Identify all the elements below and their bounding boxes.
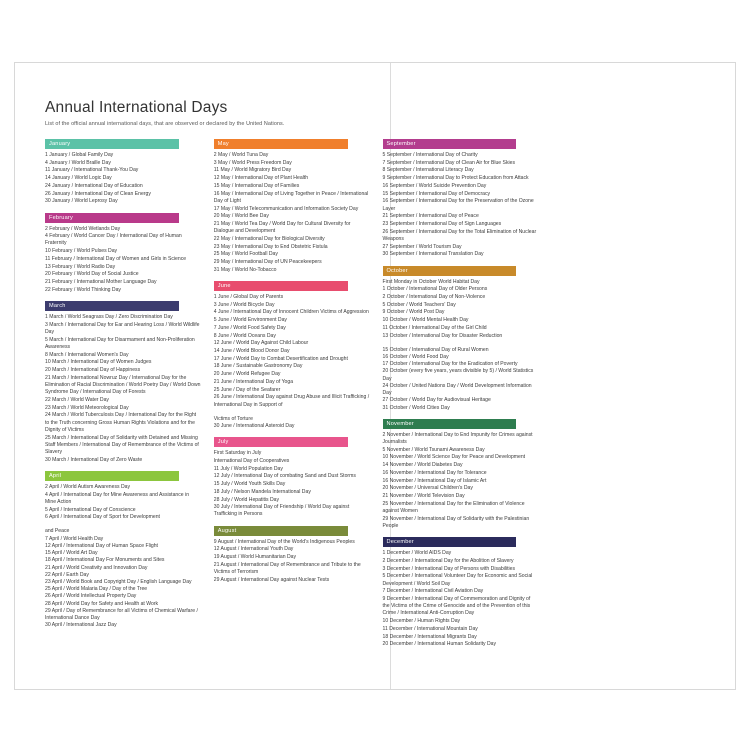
day-entry: 23 March / World Meteorological Day xyxy=(45,404,129,411)
day-entry-list xyxy=(383,432,539,530)
day-entry: 23 September / International Day of Sign Languages xyxy=(382,220,502,227)
day-entry: 16 September / World Suicide Prevention Day xyxy=(382,182,487,189)
day-entry: 20 October (every five years, years divisible by 5) / World Statistics Day xyxy=(382,368,534,382)
month-block xyxy=(383,537,539,648)
day-entry: 11 October / International Day of the Girl Child xyxy=(382,324,487,331)
day-entry: 25 April / World Malaria Day / Day of the Tree xyxy=(45,586,148,593)
day-entry: First Saturday in July xyxy=(213,450,262,457)
day-entry: 1 June / Global Day of Parents xyxy=(213,294,284,300)
day-entry-list xyxy=(383,152,539,259)
month-heading: January xyxy=(45,139,179,149)
day-entry: 15 April / World Art Day xyxy=(45,550,98,557)
day-entry: 30 July / International Day of Friendship / World Day against Trafficking in Persons xyxy=(213,504,350,518)
day-entry-list xyxy=(214,539,370,584)
day-entry: 18 June / Sustainable Gastronomy Day xyxy=(213,363,303,370)
month-block xyxy=(214,437,370,518)
day-entry: 12 May / International Day of Plant Health xyxy=(213,175,309,182)
month-block xyxy=(383,139,539,259)
day-entry: 18 December / International Migrants Day xyxy=(382,633,477,640)
day-entry: 26 April / World Intellectual Property Day xyxy=(45,593,137,600)
day-entry: 8 September / International Literacy Day xyxy=(382,167,474,174)
day-entry-list xyxy=(383,279,539,340)
day-entry: 16 May / International Day of Living Together in Peace / International Day of Light xyxy=(213,190,369,204)
day-entry: 7 April / World Health Day xyxy=(45,535,104,542)
day-entry: 11 December / International Mountain Day xyxy=(382,625,478,632)
day-entry: Victims of Torture xyxy=(213,415,253,422)
day-entry: 16 September / International Day for the Preservation of the Ozone Layer xyxy=(382,198,534,212)
day-entry: 5 June / World Environment Day xyxy=(213,317,287,324)
day-entry: 11 January / International Thank-You Day xyxy=(45,167,139,174)
day-entry: 15 October / International Day of Rural Women xyxy=(382,346,489,353)
day-entry: 28 July / World Hepatitis Day xyxy=(213,496,280,503)
day-entry: 16 October / World Food Day xyxy=(382,354,449,361)
day-entry: 5 September / International Day of Charity xyxy=(382,152,478,158)
day-entry: 21 May / World Tea Day / World Day for Cultural Diversity for Dialogue and Development xyxy=(213,220,351,235)
day-entry: 7 December / International Civil Aviation Day xyxy=(382,588,484,595)
day-entry-list xyxy=(383,550,539,648)
day-entry: 2 February / World Wetlands Day xyxy=(45,225,121,232)
day-entry: 12 April / International Day of Human Space Flight xyxy=(45,542,158,549)
month-heading: November xyxy=(383,419,517,429)
day-entry: 30 March / International Day of Zero Waste xyxy=(45,456,143,463)
page-subtitle: List of the official annual international days, that are observed or declared by the United Nations. xyxy=(45,121,285,127)
day-entry: 8 June / World Oceans Day xyxy=(213,332,276,339)
day-entry: 12 June / World Day Against Child Labour xyxy=(213,340,309,347)
day-entry: 1 January / Global Family Day xyxy=(45,152,114,158)
page-content xyxy=(15,63,735,689)
day-entry: 26 January / International Day of Clean Energy xyxy=(45,190,151,197)
day-entry: 5 October / World Teachers' Day xyxy=(382,301,456,308)
day-entry: 20 May / World Bee Day xyxy=(213,213,269,220)
month-heading: September xyxy=(383,139,517,149)
day-entry: 29 August / International Day against Nuclear Tests xyxy=(213,576,330,583)
month-heading: May xyxy=(214,139,348,149)
day-entry: 13 February / World Radio Day xyxy=(45,263,116,270)
day-entry: 20 December / International Human Solidarity Day xyxy=(382,641,497,648)
day-entry: 4 February / World Cancer Day / International Day of Human Fraternity xyxy=(45,233,182,247)
day-entry: 25 May / World Football Day xyxy=(213,251,278,258)
day-entry-list xyxy=(45,226,201,294)
month-heading: March xyxy=(45,301,179,311)
month-block xyxy=(214,281,370,409)
day-entry: 18 July / Nelson Mandela International Day xyxy=(213,488,311,495)
day-entry: 30 April / International Jazz Day xyxy=(45,622,117,629)
day-entry-list xyxy=(45,152,201,206)
day-entry: 22 April / Earth Day xyxy=(45,571,89,578)
day-entry: 1 March / World Seagrass Day / Zero Discrimination Day xyxy=(45,314,173,320)
day-entry: First Monday in October World Habitat Day xyxy=(382,278,480,285)
day-entry: 9 September / International Day to Protect Education from Attack xyxy=(382,175,529,182)
day-entry: 4 January / World Braille Day xyxy=(45,159,111,166)
day-entry: 31 October / World Cities Day xyxy=(382,404,450,411)
month-block xyxy=(214,139,370,274)
day-entry: 18 April / International Day For Monuments and Sites xyxy=(45,557,165,564)
day-entry: 5 March / International Day for Disarmament and Non-Proliferation Awareness xyxy=(45,336,195,350)
day-entry: 24 January / International Day of Education xyxy=(45,182,143,189)
day-entry: 3 December / International Day of Persons with Disabilities xyxy=(382,565,515,572)
day-entry: 3 May / World Press Freedom Day xyxy=(213,159,292,166)
month-block xyxy=(214,526,370,584)
day-entry: 4 June / International Day of Innocent Children Victims of Aggression xyxy=(213,309,369,316)
month-heading: April xyxy=(45,471,179,481)
day-entry: 22 March / World Water Day xyxy=(45,396,109,403)
month-heading: July xyxy=(214,437,348,447)
day-entry: 9 December / International Day of Commemoration and Dignity of the Victims of the Crime of Genocide and of the Prevention of this Crime / International Anti-Corruption Day xyxy=(382,595,531,617)
page-title: Annual International Days xyxy=(45,99,228,116)
day-entry: 1 October / International Day of Older Persons xyxy=(382,286,488,293)
day-entry: 17 May / World Telecommunication and Information Society Day xyxy=(213,205,359,212)
day-entry: 23 May / International Day to End Obstetric Fistula xyxy=(213,243,328,250)
day-entry: 30 June / International Asteroid Day xyxy=(213,423,295,429)
day-entry: 15 May / International Day of Families xyxy=(213,182,300,189)
day-entry: 10 February / World Pulses Day xyxy=(45,248,118,255)
month-block xyxy=(383,266,539,340)
day-entry: 14 January / World Logic Day xyxy=(45,175,112,182)
day-entry: 26 June / International Day against Drug Abuse and Illicit Trafficking / International Day in Support of xyxy=(213,394,370,408)
day-entry: 21 September / International Day of Peace xyxy=(382,213,479,220)
day-entry: 19 August / World Humanitarian Day xyxy=(213,554,297,561)
day-entry: 7 September / International Day of Clean Air for Blue Skies xyxy=(382,159,516,166)
month-continuation-block xyxy=(383,347,539,412)
day-entry: International Day of Cooperatives xyxy=(213,457,290,464)
day-entry: 24 March / World Tuberculosis Day / International Day for the Right to the Truth concerning Gross Human Rights Violations and for the Dignity of Victims xyxy=(45,412,197,433)
day-entry: 14 June / World Blood Donor Day xyxy=(213,348,290,355)
day-entry: 21 February / International Mother Language Day xyxy=(45,279,157,286)
day-entry: 2 October / International Day of Non-Violence xyxy=(382,294,486,300)
day-entry: 6 April / International Day of Sport for Development xyxy=(45,514,160,521)
day-entry: and Peace xyxy=(45,528,70,535)
day-entry: 2 December / International Day for the Abolition of Slavery xyxy=(382,557,514,564)
day-entry: 29 May / International Day of UN Peacekeepers xyxy=(213,259,322,266)
day-entry-list xyxy=(383,347,539,412)
day-entry: 5 April / International Day of Conscience xyxy=(45,506,136,513)
document-page xyxy=(14,62,736,690)
day-entry: 17 June / World Day to Combat Desertification and Drought xyxy=(213,355,348,362)
day-entry: 30 January / World Leprosy Day xyxy=(45,198,118,205)
day-entry: 25 November / International Day for the Elimination of Violence against Women xyxy=(382,500,525,514)
day-entry: 20 February / World Day of Social Justice xyxy=(45,271,139,278)
day-entry: 2 April / World Autism Awareness Day xyxy=(45,483,131,490)
day-entry: 15 September / International Day of Democracy xyxy=(382,190,491,197)
day-entry: 12 August / International Youth Day xyxy=(213,546,294,553)
day-entry: 25 June / Day of the Seafarer xyxy=(213,386,281,393)
day-entry: 27 October / World Day for Audiovisual Heritage xyxy=(382,397,491,404)
month-block xyxy=(383,419,539,530)
day-entry: 16 November / International Day for Tolerance xyxy=(382,469,487,476)
day-entry: 24 October / United Nations Day / World Development Information Day xyxy=(382,382,532,397)
month-heading: December xyxy=(383,537,517,547)
day-entry: 2 May / World Tuna Day xyxy=(213,152,269,158)
day-entry-list xyxy=(214,416,370,430)
day-entry: 22 May / International Day for Biological Diversity xyxy=(213,235,325,242)
day-entry: 1 December / World AIDS Day xyxy=(382,550,452,557)
day-entry: 22 February / World Thinking Day xyxy=(45,286,121,293)
day-entry: 14 November / World Diabetes Day xyxy=(382,462,463,469)
day-entry: 16 November / International Day of Islamic Art xyxy=(382,477,487,484)
day-entry: 10 March / International Day of Women Judges xyxy=(45,359,152,366)
month-block xyxy=(45,471,201,522)
day-entry-list xyxy=(45,314,201,464)
day-entry: 15 July / World Youth Skills Day xyxy=(213,481,286,488)
day-entry: 2 November / International Day to End Impunity for Crimes against Journalists xyxy=(382,431,533,445)
day-entry-list xyxy=(214,294,370,409)
day-entry: 21 November / World Television Day xyxy=(382,493,465,500)
day-entry: 9 August / International Day of the World's Indigenous Peoples xyxy=(213,538,355,545)
day-entry: 10 October / World Mental Health Day xyxy=(382,317,469,324)
day-entry: 7 June / World Food Safety Day xyxy=(213,324,286,331)
day-entry: 29 April / Day of Remembrance for all Victims of Chemical Warfare / International Dance Day xyxy=(45,607,198,622)
month-block xyxy=(45,213,201,294)
day-entry: 9 October / World Post Day xyxy=(382,309,445,316)
month-heading: June xyxy=(214,281,348,291)
month-block xyxy=(45,139,201,206)
day-entry: 26 September / International Day for the Total Elimination of Nuclear Weapons xyxy=(382,228,537,242)
day-entry: 17 October / International Day for the Eradication of Poverty xyxy=(382,361,518,368)
day-entry: 23 April / World Book and Copyright Day / English Language Day xyxy=(45,579,192,585)
day-entry: 13 October / International Day for Disaster Reduction xyxy=(382,332,503,339)
day-entry: 3 June / World Bicycle Day xyxy=(213,301,275,308)
day-entry: 8 March / International Women's Day xyxy=(45,351,129,358)
day-entry: 20 June / World Refugee Day xyxy=(213,371,281,378)
day-entry: 12 July / International Day of combating Sand and Dust Storms xyxy=(213,473,356,480)
month-block xyxy=(45,301,201,464)
day-entry: 11 February / International Day of Women and Girls in Science xyxy=(45,255,187,262)
day-entry: 20 November / Universal Children's Day xyxy=(382,485,473,492)
month-heading: October xyxy=(383,266,517,276)
day-entry: 29 November / International Day of Solidarity with the Palestinian People xyxy=(382,515,530,529)
month-heading: August xyxy=(214,526,348,536)
day-entry: 21 August / International Day of Remembrance and Tribute to the Victims of Terrorism xyxy=(213,561,361,576)
month-heading: February xyxy=(45,213,179,223)
day-entry: 20 March / International Day of Happiness xyxy=(45,367,141,374)
month-continuation-block xyxy=(45,528,201,629)
day-entry: 30 September / International Translation Day xyxy=(382,251,484,258)
day-entry: 21 March / International Nowruz Day / International Day for the Elimination of Racial Discrimination / World Poetry Day / World Down Syndrome Day / International Day of Forests xyxy=(45,374,201,396)
day-entry: 27 September / World Tourism Day xyxy=(382,243,462,250)
day-entry: 10 November / World Science Day for Peace and Development xyxy=(382,454,526,461)
day-entry: 10 December / Human Rights Day xyxy=(382,618,461,625)
day-entry: 21 April / World Creativity and Innovation Day xyxy=(45,564,148,571)
day-entry-list xyxy=(214,450,370,518)
day-entry: 28 April / World Day for Safety and Health at Work xyxy=(45,600,159,607)
day-entry: 11 May / World Migratory Bird Day xyxy=(213,167,292,174)
day-entry-list xyxy=(214,152,370,274)
day-entry: 5 November / World Tsunami Awareness Day xyxy=(382,446,485,453)
day-entry-list xyxy=(45,484,201,522)
day-entry: 5 December / International Volunteer Day for Economic and Social Development / World Soil Day xyxy=(382,573,533,587)
days-columns xyxy=(45,139,707,659)
day-entry: 4 April / International Day for Mine Awareness and Assistance in Mine Action xyxy=(45,491,190,505)
day-entry: 21 June / International Day of Yoga xyxy=(213,378,294,385)
day-entry: 25 March / International Day of Solidarity with Detained and Missing Staff Members / International Day of Remembrance of the Victims of Slavery xyxy=(45,434,199,455)
day-entry: 31 May / World No-Tobacco xyxy=(213,266,277,273)
month-continuation-block xyxy=(214,416,370,430)
day-entry-list xyxy=(45,528,201,629)
day-entry: 3 March / International Day for Ear and Hearing Loss / World Wildlife Day xyxy=(45,321,200,335)
day-entry: 11 July / World Population Day xyxy=(213,465,283,472)
